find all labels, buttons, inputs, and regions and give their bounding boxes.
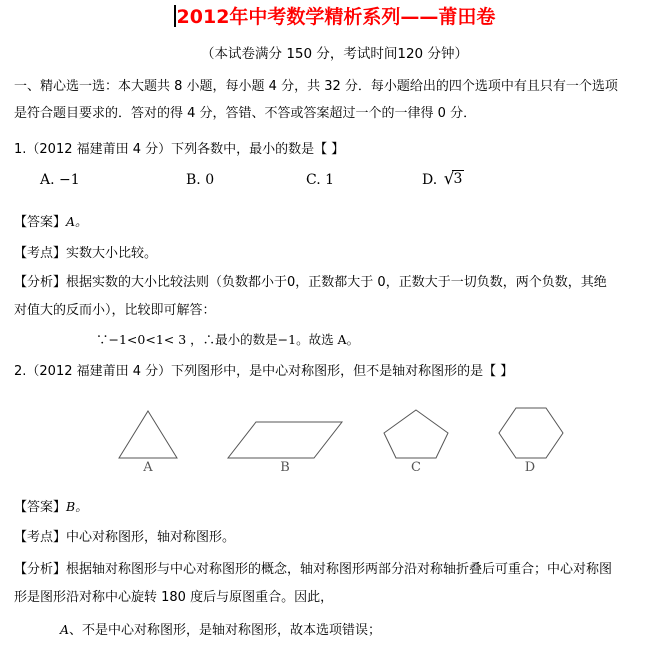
- figure-b-label: B: [280, 460, 290, 475]
- option-d[interactable]: [422, 167, 464, 193]
- figure-c-label: C: [411, 460, 421, 475]
- answer-label: 【答案】: [14, 215, 67, 230]
- figure-option-d[interactable]: [490, 400, 570, 476]
- question-2-stem: 2.（2012 福建莆田 4 分）下列图形中，是中心对称图形，但不是轴对称图形的是【 】: [14, 364, 514, 379]
- figure-option-c[interactable]: [378, 400, 454, 476]
- section-instruction-line-1: 一、精心选一选：本大题共 8 小题，每小题 4 分，共 32 分．每小题给出的四个选项中有且只有一个选项: [14, 79, 618, 94]
- kaodian-label: 【考点】: [14, 246, 67, 261]
- figure-a-label: A: [143, 460, 153, 475]
- section-instruction-line-2: 是符合题目要求的．答对的得 4 分，答错、不答或答案超过一个的一律得 0 分．: [14, 106, 477, 121]
- question-1-fenxi-line-2: 对值大的反而小），比较即可解答：: [14, 303, 216, 318]
- question-1-kaodian: [14, 240, 659, 267]
- answer-label: 【答案】: [14, 500, 67, 515]
- exam-subtitle: （本试卷满分 150 分，考试时间120 分钟）: [201, 46, 468, 62]
- option-a-value: −1: [59, 172, 80, 188]
- subtitle-row: [0, 43, 669, 64]
- fenxi-text-1: 根据实数的大小比较法则（负数都小于0，正数都大于 0，正数大于一切负数，两个负数，其绝: [66, 275, 607, 290]
- question-2-answer: [14, 493, 659, 521]
- hexagon-icon: [490, 400, 570, 462]
- text-caret: [174, 5, 176, 27]
- option-d-value: 3: [453, 171, 463, 187]
- kaodian-label: 【考点】: [14, 530, 67, 545]
- figure-option-b[interactable]: [225, 400, 345, 476]
- option-c-value: 1: [325, 172, 335, 188]
- option-c-label: C.: [306, 172, 321, 188]
- question-2-fenxi-line-2: 形是图形沿对称中心旋转 180 度后与原图重合。因此，: [14, 590, 334, 605]
- triangle-icon: [113, 400, 183, 462]
- option-a[interactable]: [40, 167, 80, 193]
- math-expression: ∵−1<0<1< 3 ，∴最小的数是−1。故选 A。: [96, 332, 360, 347]
- answer-value: A。: [66, 214, 88, 229]
- question-2-fenxi-line-1: [14, 556, 659, 583]
- question-2-fenxi-line-3: [60, 616, 660, 644]
- question-2-kaodian: [14, 524, 659, 551]
- question-1-answer: [14, 208, 659, 236]
- fenxi-text-1: 根据轴对称图形与中心对称图形的概念，轴对称图形两部分沿对称轴折叠后可重合；中心对称图: [66, 562, 613, 577]
- title-row: [0, 4, 669, 30]
- question-1-math-line: [96, 327, 359, 354]
- figure-d-label: D: [524, 460, 536, 475]
- fenxi-label: 【分析】: [14, 275, 67, 290]
- fenxi-text-3: 、不是中心对称图形，是轴对称图形，故本选项错误；: [69, 623, 382, 638]
- sqrt-icon: √3: [443, 169, 463, 189]
- choice-a-ref: A: [60, 622, 70, 637]
- page-title: 2012年中考数学精析系列——莆田卷: [176, 6, 496, 28]
- question-1-options: [0, 167, 669, 195]
- parallelogram-icon: [225, 400, 345, 462]
- question-1-stem: 1.（2012 福建莆田 4 分）下列各数中，最小的数是【 】: [14, 142, 345, 157]
- option-a-label: A.: [40, 172, 55, 188]
- kaodian-value: 实数大小比较。: [66, 246, 158, 261]
- pentagon-icon: [378, 400, 454, 462]
- option-b-label: B.: [186, 172, 201, 188]
- option-c[interactable]: [306, 167, 334, 193]
- figure-option-a[interactable]: [113, 400, 183, 476]
- answer-value: B。: [66, 499, 88, 514]
- question-1-fenxi-line-1: [14, 269, 659, 296]
- option-b-value: 0: [205, 172, 215, 188]
- question-2-figures: [0, 400, 669, 486]
- fenxi-label: 【分析】: [14, 562, 67, 577]
- option-b[interactable]: [186, 167, 214, 193]
- kaodian-value: 中心对称图形，轴对称图形。: [66, 530, 236, 545]
- option-d-label: D.: [422, 172, 438, 188]
